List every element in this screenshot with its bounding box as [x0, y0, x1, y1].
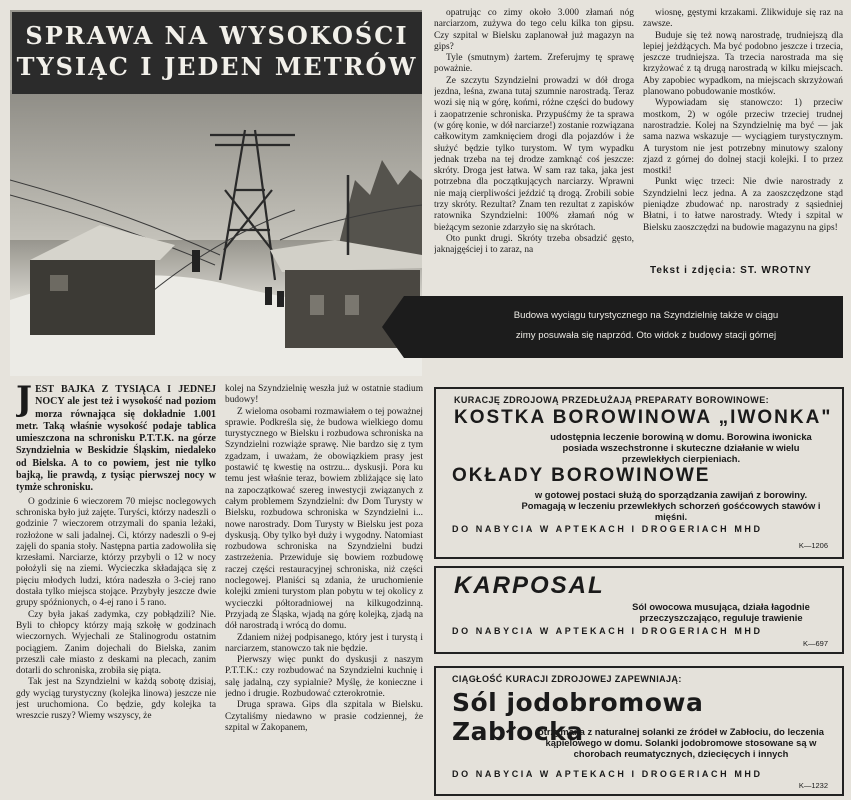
- headline-line1: SPRAWA NA WYSOKOŚCI: [25, 21, 409, 50]
- paragraph: Zdaniem niżej podpisanego, który jest i turystą i narciarzem, stanowczo tak nie będzie.: [225, 632, 423, 654]
- byline: Tekst i zdjęcia: ST. WROTNY: [650, 265, 812, 276]
- ad-iwonka-desc2: w gotowej postaci służą do sporządzania zawijań z borowiny. Pomagają w leczeniu przewlekłych schorzeń gośćcowych stawów i mięśni.: [521, 489, 821, 522]
- headline-line2: TYSIĄC I JEDEN METRÓW: [16, 52, 418, 81]
- paragraph: O godzinie 6 wieczorem 70 miejsc noclegowych schroniska było już zajęte. Turyści, którzy nadeszli o godzinie 7 wieczorem otrzymali do spania leżaki, rozłożone w sali jadalnej. Ci, którzy nadeszli o 9-ej zajęli do spania stoły. Następna partia zadowoliła się krzesłami. Narciarze, którzy przybyli o 12 w nocy położyli się na ziemi. Wycieczka składająca się z pięciu młodych ludzi, która nadeszła o 3-ciej rano dostała tylko miejsca stojące. Przybyły jeszcze dwie grupy spóźnionych, o 4-ej rano i 5 rano.: [16, 496, 216, 609]
- photo-caption: [456, 306, 836, 346]
- paragraph: Czy była jakaś zadymka, czy pobłądzili? Nie. Byli to chłopcy którzy mają szkołę w godzinach wieczornych. Wyjechali ze Stalinogrodu ostatnim pociągiem. Zanim dojechali do Bielska, zanim przeszli całe miasto z deskami na plecach, zanim dotarli do schroniska, zrobiła się piąta.: [16, 609, 216, 677]
- ad-karposal-code: K—697: [802, 639, 828, 648]
- ad-karposal: [434, 566, 844, 654]
- ad-iwonka-name2: OKŁADY BOROWINOWE: [452, 465, 711, 486]
- lead-paragraph: EST BAJKA Z TYSIĄCA I JEDNEJ NOCY ale jest też i wysokość nad poziom morza równająca się dokładnie 1.001 metr. Taką właśnie wysokość podaje tablica umieszczona na schronisku P.T.T.K. na górze Szyndzielnia w Beskidzie Śląskim, niedaleko od Bielska. A to co powiem, jest nie tylko bajką, lie prawdą, z tysiąc pierwszej nocy w tymże schronisku.: [16, 384, 216, 494]
- paragraph: Z wieloma osobami rozmawiałem o tej poważnej sprawie. Podkreśla się, że budowa wielkiego domu turystycznego w Bielsku i rozbudowa schroniska na Szyndzielni rozwiąże sprawę. Nie bardzo się z tym zgadzam, i uważam, że obowiązkiem prasy jest postawić tę kwestię na ostrzu... dyskusji. Pora ku temu jest właśnie teraz, bowiem zbliżające się lato na zapoczątkować szereg inwestycji związanych z całym problemem Szyndzielni: dw Dom Turysty w Bielsku, rozbudowa schroniska w Szyndzielni i... nowe narostrady. Dom Turysty w Bielsku jest poza dyskusją. Oby tylko był duży i wygodny. Natomiast rozbudowa schroniska na Szyndzielni budzi zastrzeżenia. Przewiduje się bowiem rozbudowę raczej części restauracyjnej schroniska, niż części noclegowej. Planiści są zdania, że uruchomienie kolejki zmieni turystom plan pobytu w tej okolicy z wycieczki półtoradniowej na kilkugodzinną. Przyjadą ze Śląska, wjadą na górę kolejką, zjadą na dół narostradą i wrócą do domu.: [225, 406, 423, 632]
- ad-zablocka-code: K—1232: [798, 781, 828, 790]
- caption-line1: Budowa wyciągu turystycznego na Szyndzielnię także w ciągu: [513, 310, 779, 321]
- paragraph: opatrując co zimy około 3.000 złamań nóg narciarzom, zużywa do tego celu kilka ton gipsu. Czy szpital w Bielsku zaplanował już magazyn na gips?: [434, 8, 634, 52]
- paragraph: Pierwszy więc punkt do dyskusji z naszym P.T.T.K.: czy rozbudować na Szyndzielni kuchnię i salę jadalną, czy sypialnie? Myślę, że konieczne i jedno i drugie. Rozbudować czterokrotnie.: [225, 655, 423, 700]
- paragraph: Tak jest na Szyndzielni w każdą sobotę dzisiaj, gdy wyciąg turystyczny (kolejka linowa) jeszcze nie jest uruchomiona. Co będzie, gdy kolejka ta wreszcie ruszy? Wiemy wszyscy, że: [16, 677, 216, 722]
- ad-karposal-desc: Sól owocowa musująca, działa łagodnie przeczyszczająco, reguluje trawienie: [632, 601, 810, 623]
- ad-zablocka-desc: otrzymana z naturalnej solanki ze źródeł w Zabłociu, do leczenia kąpielowego w domu. Solanki jodobromowe stosowane są w chorobach reumatycznych, dziecięcych i innych: [537, 726, 824, 759]
- paragraph: Punkt więc trzeci: Nie dwie narostrady z Szyndzielni lecz jedna. A za zaoszczędzone stąd pieniądze zbudować np. narostrady z sąsiedniej Błatni, i to łatwe narostrady. Wtedy i szpital w Bielsku zaoszczędzi na budowie magazynu na gips!: [643, 177, 843, 233]
- ad-zablocka: [434, 666, 844, 796]
- ad-zablocka-top: CIĄGŁOŚĆ KURACJI ZDROJOWEJ ZAPEWNIAJĄ:: [452, 674, 682, 684]
- ad-iwonka-code: K—1206: [798, 541, 828, 550]
- ad-karposal-name: KARPOSAL: [454, 572, 605, 599]
- headline-box: [12, 12, 422, 94]
- drop-cap: J: [16, 384, 33, 419]
- ad-iwonka-name: KOSTKA BOROWINOWA „IWONKA": [454, 407, 833, 428]
- article-column-2: [225, 384, 423, 794]
- article-column-4: [643, 8, 843, 270]
- paragraph: kolej na Szyndzielnię weszła już w ostatnie stadium budowy!: [225, 384, 423, 406]
- article-column-3: [434, 8, 634, 276]
- ad-zablocka-name: Sól jodobromowa Zabłocka: [452, 688, 704, 746]
- paragraph: Tyle (smutnym) żartem. Zreferujmy tę sprawę poważnie.: [434, 53, 634, 75]
- ad-iwonka-buy: DO NABYCIA W APTEKACH I DROGERIACH MHD: [452, 524, 763, 534]
- ad-zablocka-buy: DO NABYCIA W APTEKACH I DROGERIACH MHD: [452, 769, 763, 779]
- ad-iwonka-top: KURACJĘ ZDROJOWĄ PRZEDŁUŻAJĄ PREPARATY BOROWINOWE:: [454, 395, 770, 405]
- paragraph: Ze szczytu Szyndzielni prowadzi w dół droga jezdna, leśna, zwana tutaj szumnie narostradą. Teraz wozi się nią w górę, końmi, różne części do budowy i zaopatrzenie schroniska. Przypuśćmy że ta sprawa (w górę konie, w dół narciarze!) zostanie rozwiązana całkowitym zamknięciem drogi dla pojazdów i że służyć będzie tylko turystom. W tym wypadku jednak trzeba na tej drodze zamknąć coś jeszcze: skróty. Droga jest łatwa. W sam raz taka, jaka jest potrzebna dla początkujących narciarzy. Wprawni nie mają cierpliwości jeździć tą drogą. Zrobili sobie trzy skróty. Rezultat? Znam ten rezultat z zapisków ratownika Szyndzielni: 100% złamań nóg w bieżącym sezonie zdarzyło się na skrótach.: [434, 75, 634, 233]
- paragraph: Wypowiadam się stanowczo: 1) przeciw mostkom, 2) w ogóle przeciw trzeciej trudnej narostradzie. Kolej na Szyndzielnię ma być — jak sama nazwa wskazuje — wyciągiem turystycznym. A turystom nie jest potrzebny minutowy szalony zjazd z górnej do dolnej stacji kolejki. I to przez mostki!: [643, 98, 843, 177]
- ad-iwonka-desc1: udostępnia leczenie borowiną w domu. Borowina iwonicka posiada wszechstronne i skuteczne działanie w wielu przewlekłych cierpieniach.: [550, 431, 812, 464]
- paragraph: Oto punkt drugi. Skróty trzeba obsadzić gęsto, jaknajgęściej i to zaraz, na: [434, 233, 634, 256]
- paragraph: Buduje się też nową narostradę, trudniejszą dla lepiej jeżdżących. Ma być podobno jeszcze i trzecia, jeszcze trudniejsza. Ta trzecia narostrada ma się krzyżować z tą drugą narostradą w kilku miejscach. Aby zapobiec wypadkom, na miejscach skrzyżowań planowano pobudowanie mostków.: [643, 30, 843, 98]
- paragraph: Druga sprawa. Gips dla szpitala w Bielsku. Czytaliśmy niedawno w prasie codziennej, że szpital w Zakopanem,: [225, 700, 423, 733]
- ad-karposal-buy: DO NABYCIA W APTEKACH I DROGERIACH MHD: [452, 626, 763, 636]
- ad-iwonka: [434, 387, 844, 559]
- paragraph: wiosnę, gęstymi krzakami. Zlikwiduje się raz na zawsze.: [643, 8, 843, 30]
- caption-line2: zimy posuwała się naprzód. Oto widok z budowy stacji górnej: [515, 330, 777, 341]
- article-column-1: [16, 384, 216, 794]
